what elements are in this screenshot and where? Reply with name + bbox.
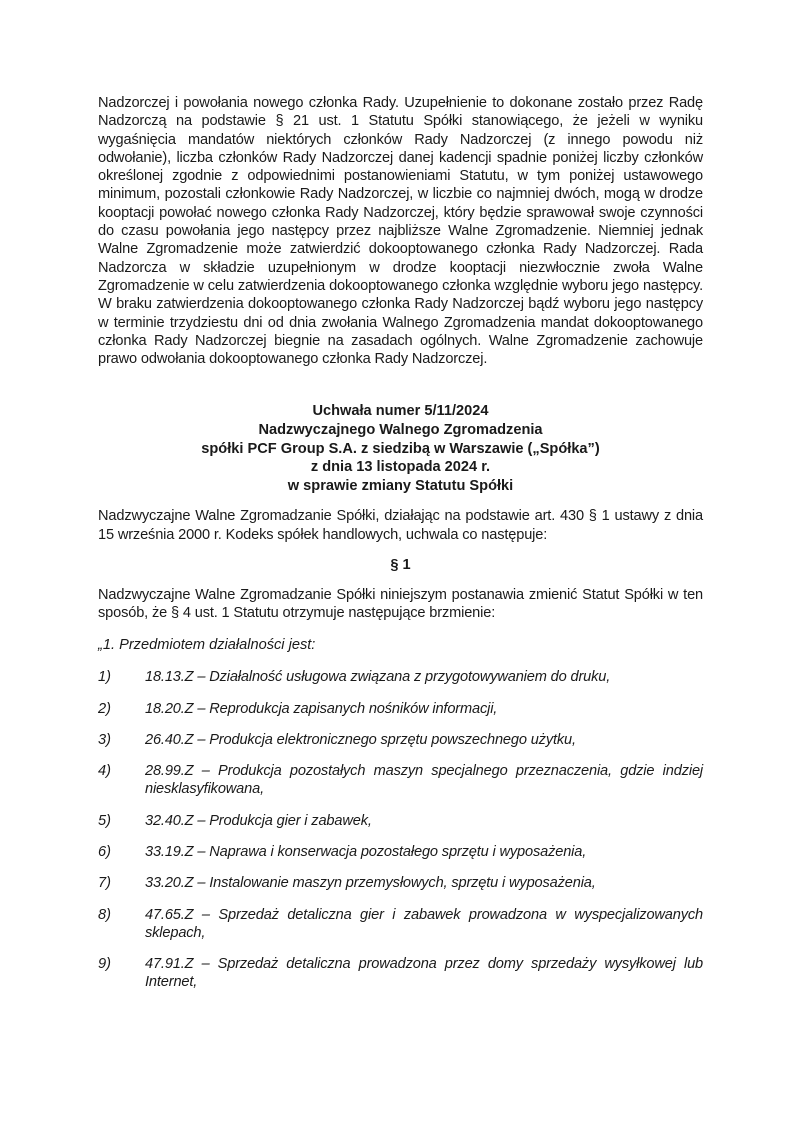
list-item (98, 955, 703, 992)
list-item (98, 700, 703, 718)
continuation-paragraph: Nadzorczej i powołania nowego członka Rady. Uzupełnienie to dokonane zostało przez Radę Nadzorczą na podstawie § 21 ust. 1 Statutu Spółki stanowiącego, że jeżeli w wyniku wygaśnięcia mandatów niektórych członków Rady Nadzorczej (z innego powodu niż odwołanie), liczba członków Rady Nadzorczej danej kadencji spadnie poniżej liczby członków określonej zgodnie z odpowiednimi postanowieniami Statutu, w tym poniżej ustawowego minimum, pozostali członkowie Rady Nadzorczej, w liczbie co najmniej dwóch, mogą w drodze kooptacji powołać nowego członka Rady Nadzorczej, który będzie sprawował swoje czynności do czasu powołania jego następcy przez najbliższe Walne Zgromadzenie. Niemniej jednak Walne Zgromadzenie może zatwierdzić dokooptowanego członka Rady Nadzorczej. Rada Nadzorcza w składzie uzupełnionym w drodze kooptacji niezwłocznie zwoła Walne Zgromadzenie w celu zatwierdzenia dokooptowanego członka względnie wyboru jego następcy. W braku zatwierdzenia dokooptowanego członka Rady Nadzorczej bądź wyboru jego następcy w terminie trzydziestu dni od dnia zwołania Walnego Zgromadzenia mandat dokooptowanego członka Rady Nadzorczej biegnie na zasadach ogólnych. Walne Zgromadzenie zachowuje prawo odwołania dokooptowanego członka Rady Nadzorczej. (98, 95, 703, 368)
list-item (98, 762, 703, 799)
list-item (98, 668, 703, 686)
list-number: 9) (98, 956, 111, 973)
list-number: 8) (98, 906, 111, 923)
quote-lead: „1. Przedmiotem działalności jest: (98, 636, 316, 653)
list-text: 33.19.Z – Naprawa i konserwacja pozostałego sprzętu i wyposażenia, (145, 843, 587, 860)
resolution-number: Uchwała numer 5/11/2024 (312, 403, 489, 420)
list-number: 5) (98, 812, 111, 829)
list-number: 3) (98, 731, 111, 748)
list-text: 47.65.Z – Sprzedaż detaliczna gier i zabawek prowadzona w wyspecjalizowanych sklepach, (145, 906, 703, 941)
list-text: 33.20.Z – Instalowanie maszyn przemysłowych, sprzętu i wyposażenia, (145, 875, 596, 892)
activities-list (98, 668, 703, 992)
resolution-date: z dnia 13 listopada 2024 r. (310, 459, 491, 476)
list-item (98, 812, 703, 830)
resolution-body: Nadzwyczajnego Walnego Zgromadzenia (258, 422, 543, 439)
list-text: 47.91.Z – Sprzedaż detaliczna prowadzona przez domy sprzedaży wysyłkowej lub Internet, (145, 956, 703, 991)
amendment-paragraph: Nadzwyczajne Walne Zgromadzanie Spółki niniejszym postanawia zmienić Statut Spółki w ten sposób, że § 4 ust. 1 Statutu otrzymuje następujące brzmienie: (98, 587, 703, 622)
resolution-company: spółki PCF Group S.A. z siedzibą w Warszawie („Spółka”) (201, 440, 600, 457)
list-item (98, 731, 703, 749)
intro-paragraph: Nadzwyczajne Walne Zgromadzanie Spółki, działając na podstawie art. 430 § 1 ustawy z dnia 15 września 2000 r. Kodeks spółek handlowych, uchwala co następuje: (98, 508, 703, 543)
list-item (98, 874, 703, 892)
list-text: 28.99.Z – Produkcja pozostałych maszyn specjalnego przeznaczenia, gdzie indziej niesklasyfikowana, (145, 763, 703, 798)
list-number: 1) (98, 669, 111, 686)
resolution-title (98, 402, 703, 495)
list-number: 7) (98, 875, 111, 892)
list-text: 18.20.Z – Reprodukcja zapisanych nośników informacji, (145, 700, 498, 717)
list-item (98, 843, 703, 861)
list-number: 2) (98, 700, 111, 717)
list-number: 4) (98, 763, 111, 780)
document-page (98, 94, 703, 1005)
list-number: 6) (98, 843, 111, 860)
list-item (98, 906, 703, 943)
list-text: 18.13.Z – Działalność usługowa związana z przygotowywaniem do druku, (145, 669, 611, 686)
list-text: 26.40.Z – Produkcja elektronicznego sprzętu powszechnego użytku, (145, 731, 576, 748)
section-mark: § 1 (390, 557, 411, 574)
list-text: 32.40.Z – Produkcja gier i zabawek, (145, 812, 372, 829)
resolution-subject: w sprawie zmiany Statutu Spółki (287, 477, 514, 494)
